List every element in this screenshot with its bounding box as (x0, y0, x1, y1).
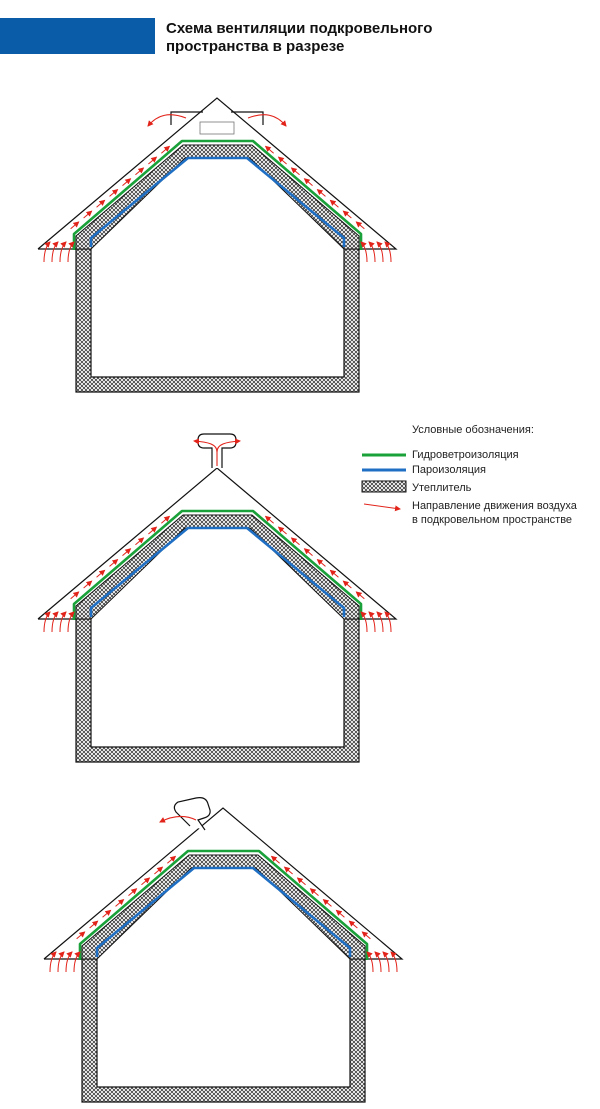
wall-insulation (76, 619, 359, 762)
house-side-vent (44, 798, 402, 1102)
red-arrow-swatch (360, 499, 408, 513)
legend-label-airflow: Направление движения воздуха в подкровельном пространстве (412, 500, 577, 526)
eave-intake-arrow (60, 242, 66, 262)
house-ridge-vent (38, 98, 396, 392)
airflow-arrow (116, 900, 124, 907)
airflow-arrow (122, 549, 130, 556)
eave-intake-arrow (52, 612, 58, 632)
airflow-arrow (305, 179, 313, 186)
airflow-arrow (128, 889, 136, 896)
airflow-arrow (110, 560, 118, 567)
legend-item-vapor-barrier (360, 463, 600, 479)
eave-intake-arrow (369, 612, 375, 632)
airflow-arrow (323, 900, 331, 907)
airflow-arrow (71, 592, 79, 599)
airflow-arrow (311, 889, 319, 896)
airflow-arrow (356, 222, 364, 229)
hatch-swatch (360, 481, 408, 495)
wall-insulation (76, 249, 359, 392)
page-title: Схема вентиляции подкровельного пространства в разрезе (166, 20, 433, 55)
airflow-arrow (77, 932, 85, 939)
eave-intake-arrow (377, 242, 383, 262)
airflow-arrow (97, 200, 105, 207)
airflow-arrow (84, 211, 92, 218)
legend-label-insulation: Утеплитель (412, 482, 472, 494)
airflow-arrow (330, 200, 338, 207)
blue-line-swatch (360, 463, 408, 477)
airflow-arrow (122, 179, 130, 186)
airflow-arrow (97, 570, 105, 577)
eave-intake-arrow (385, 242, 391, 262)
airflow-arrow (305, 549, 313, 556)
airflow-arrow (343, 581, 351, 588)
legend-heading: Условные обозначения: (412, 424, 534, 436)
ridge-vent-box (200, 122, 234, 134)
eave-intake-arrow (50, 952, 56, 972)
eave-intake-arrow (58, 952, 64, 972)
eave-intake-arrow (385, 612, 391, 632)
airflow-arrow (330, 570, 338, 577)
eave-intake-arrow (44, 242, 50, 262)
airflow-arrow (356, 592, 364, 599)
legend-label-vapor-barrier: Пароизоляция (412, 464, 486, 476)
eave-intake-arrow (60, 612, 66, 632)
green-line-swatch (360, 448, 408, 462)
side-vent-pipe (174, 798, 210, 830)
exhaust-arrow-left (148, 115, 186, 126)
airflow-arrow (84, 581, 92, 588)
exhaust-arrow-right (248, 115, 286, 126)
airflow-arrow (336, 910, 344, 917)
airflow-arrow (317, 190, 325, 197)
house-mushroom-vent (38, 434, 396, 762)
eave-intake-arrow (383, 952, 389, 972)
eave-intake-arrow (375, 952, 381, 972)
eave-intake-arrow (391, 952, 397, 972)
eave-intake-arrow (369, 242, 375, 262)
legend-label-waterproofing: Гидроветроизоляция (412, 449, 519, 461)
eave-intake-arrow (44, 612, 50, 632)
eave-intake-arrow (66, 952, 72, 972)
airflow-arrow (103, 910, 111, 917)
airflow-arrow (349, 921, 357, 928)
airflow-arrow (71, 222, 79, 229)
airflow-arrow (110, 190, 118, 197)
airflow-arrow (343, 211, 351, 218)
airflow-arrow (362, 932, 370, 939)
airflow-arrow (90, 921, 98, 928)
legend-item-airflow (360, 499, 600, 531)
wall-insulation (82, 959, 365, 1102)
eave-intake-arrow (377, 612, 383, 632)
legend-item-waterproofing (360, 448, 600, 464)
eave-intake-arrow (52, 242, 58, 262)
legend-item-insulation (360, 481, 600, 497)
airflow-arrow (317, 560, 325, 567)
